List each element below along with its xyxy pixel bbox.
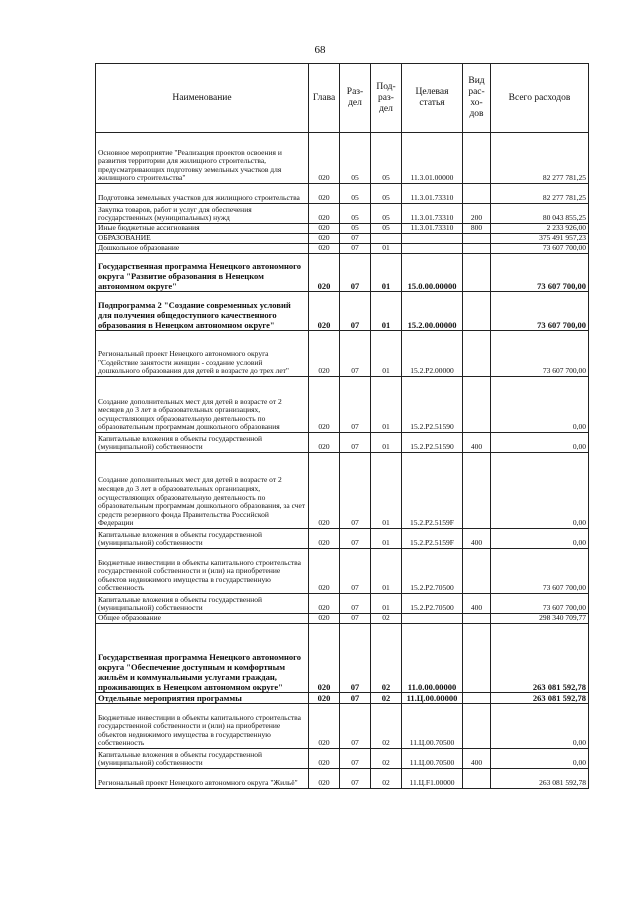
table-row <box>96 133 589 184</box>
header-vid: Вид рас-хо-дов <box>463 64 491 133</box>
cell-glava: 020 <box>309 529 340 549</box>
cell-glava: 020 <box>309 133 340 184</box>
cell-target: 15.2.P2.5159F <box>402 529 463 549</box>
cell-target: 15.2.P2.5159F <box>402 453 463 529</box>
cell-razdel: 07 <box>340 594 371 614</box>
table-row <box>96 244 589 254</box>
cell-vid <box>463 693 491 704</box>
cell-podrazdel <box>371 234 402 244</box>
cell-glava: 020 <box>309 377 340 433</box>
cell-vid: 200 <box>463 204 491 224</box>
page-number: 68 <box>314 44 326 56</box>
cell-razdel: 05 <box>340 184 371 204</box>
cell-vid <box>463 549 491 594</box>
cell-razdel: 05 <box>340 204 371 224</box>
cell-total: 73 607 700,00 <box>491 244 589 254</box>
cell-total: 298 340 709,77 <box>491 614 589 624</box>
cell-target: 15.2.00.00000 <box>402 292 463 331</box>
cell-vid <box>463 769 491 789</box>
cell-razdel: 07 <box>340 704 371 749</box>
cell-target: 11.3.01.73310 <box>402 204 463 224</box>
cell-target <box>402 614 463 624</box>
cell-name: Бюджетные инвестиции в объекты капитального строительства государственной собственности и (или) на приобретение объектов недвижимого имущества в государственную собственность <box>96 549 309 594</box>
cell-target: 15.2.P2.70500 <box>402 549 463 594</box>
cell-razdel: 07 <box>340 433 371 453</box>
cell-podrazdel: 01 <box>371 254 402 292</box>
header-glava: Глава <box>309 64 340 133</box>
cell-name: ОБРАЗОВАНИЕ <box>96 234 309 244</box>
cell-razdel: 07 <box>340 453 371 529</box>
cell-total: 0,00 <box>491 453 589 529</box>
cell-razdel: 07 <box>340 529 371 549</box>
cell-podrazdel: 01 <box>371 453 402 529</box>
cell-name: Подготовка земельных участков для жилищного строительства <box>96 184 309 204</box>
cell-vid <box>463 244 491 254</box>
cell-razdel: 05 <box>340 224 371 234</box>
header-name: Наименование <box>96 64 309 133</box>
cell-vid <box>463 292 491 331</box>
cell-target <box>402 244 463 254</box>
cell-glava: 020 <box>309 254 340 292</box>
cell-glava: 020 <box>309 624 340 693</box>
cell-name: Капитальные вложения в объекты государственной (муниципальной) собственности <box>96 594 309 614</box>
cell-vid <box>463 133 491 184</box>
cell-name: Капитальные вложения в объекты государственной (муниципальной) собственности <box>96 529 309 549</box>
cell-podrazdel: 01 <box>371 331 402 377</box>
cell-razdel: 07 <box>340 693 371 704</box>
cell-glava: 020 <box>309 204 340 224</box>
cell-razdel: 07 <box>340 377 371 433</box>
cell-name: Государственная программа Ненецкого автономного округа "Развитие образования в Ненецком автономном округе" <box>96 254 309 292</box>
cell-podrazdel: 01 <box>371 549 402 594</box>
header-target: Целевая статья <box>402 64 463 133</box>
cell-total: 73 607 700,00 <box>491 594 589 614</box>
cell-glava: 020 <box>309 769 340 789</box>
cell-vid: 400 <box>463 529 491 549</box>
cell-glava: 020 <box>309 433 340 453</box>
cell-podrazdel: 05 <box>371 133 402 184</box>
table-row <box>96 704 589 749</box>
cell-razdel: 07 <box>340 331 371 377</box>
cell-total: 263 081 592,78 <box>491 624 589 693</box>
cell-target: 11.Ц.00.70500 <box>402 749 463 769</box>
table-row <box>96 693 589 704</box>
table-row <box>96 224 589 234</box>
cell-vid <box>463 614 491 624</box>
cell-podrazdel: 01 <box>371 244 402 254</box>
cell-total: 0,00 <box>491 529 589 549</box>
cell-total: 73 607 700,00 <box>491 292 589 331</box>
cell-name: Подпрограмма 2 "Создание современных условий для получения общедоступного качественного образования в Ненецком автономном округе" <box>96 292 309 331</box>
cell-target: 15.2.P2.70500 <box>402 594 463 614</box>
cell-name: Закупка товаров, работ и услуг для обеспечения государственных (муниципальных) нужд <box>96 204 309 224</box>
table-row <box>96 749 589 769</box>
cell-glava: 020 <box>309 244 340 254</box>
table-row <box>96 433 589 453</box>
cell-name: Капитальные вложения в объекты государственной (муниципальной) собственности <box>96 433 309 453</box>
cell-vid: 400 <box>463 594 491 614</box>
table-row <box>96 624 589 693</box>
cell-target <box>402 234 463 244</box>
cell-vid <box>463 377 491 433</box>
table-row <box>96 614 589 624</box>
cell-podrazdel: 01 <box>371 529 402 549</box>
cell-podrazdel: 01 <box>371 433 402 453</box>
cell-vid <box>463 184 491 204</box>
cell-total: 375 491 957,23 <box>491 234 589 244</box>
cell-vid: 400 <box>463 433 491 453</box>
cell-glava: 020 <box>309 453 340 529</box>
cell-glava: 020 <box>309 549 340 594</box>
cell-target: 11.Ц.00.00000 <box>402 693 463 704</box>
table-row <box>96 331 589 377</box>
cell-total: 73 607 700,00 <box>491 549 589 594</box>
cell-target: 15.0.00.00000 <box>402 254 463 292</box>
table-row <box>96 184 589 204</box>
cell-total: 0,00 <box>491 704 589 749</box>
table-row <box>96 377 589 433</box>
cell-razdel: 07 <box>340 292 371 331</box>
table-row <box>96 769 589 789</box>
cell-vid <box>463 704 491 749</box>
cell-razdel: 07 <box>340 624 371 693</box>
cell-name: Создание дополнительных мест для детей в возрасте от 2 месяцев до 3 лет в образовательных организациях, осуществляющих образовательную деятельность по образовательным программам дошкольного образования <box>96 377 309 433</box>
table-row <box>96 234 589 244</box>
cell-razdel: 07 <box>340 234 371 244</box>
cell-total: 80 043 855,25 <box>491 204 589 224</box>
cell-total: 263 081 592,78 <box>491 769 589 789</box>
cell-total: 82 277 781,25 <box>491 133 589 184</box>
cell-glava: 020 <box>309 234 340 244</box>
cell-total: 0,00 <box>491 377 589 433</box>
cell-podrazdel: 02 <box>371 769 402 789</box>
cell-vid: 400 <box>463 749 491 769</box>
cell-name: Основное мероприятие "Реализация проектов освоения и развития территории для жилищного строительства, предусматривающих подготовку земельных участков для жилищного строительства" <box>96 133 309 184</box>
cell-name: Создание дополнительных мест для детей в возрасте от 2 месяцев до 3 лет в образовательных организациях, осуществляющих образовательную деятельность по образовательным программам дошкольного образования, за счет средств резервного фонда Правительства Российской Федерации <box>96 453 309 529</box>
cell-target: 15.2.P2.51590 <box>402 433 463 453</box>
budget-table <box>95 63 589 789</box>
cell-glava: 020 <box>309 594 340 614</box>
table-body <box>96 133 589 789</box>
cell-podrazdel: 05 <box>371 204 402 224</box>
cell-glava: 020 <box>309 693 340 704</box>
cell-target: 11.Ц.00.70500 <box>402 704 463 749</box>
cell-total: 0,00 <box>491 749 589 769</box>
table-row <box>96 254 589 292</box>
cell-glava: 020 <box>309 184 340 204</box>
cell-total: 82 277 781,25 <box>491 184 589 204</box>
cell-target: 11.3.01.00000 <box>402 133 463 184</box>
cell-podrazdel: 01 <box>371 292 402 331</box>
cell-target: 15.2.P2.00000 <box>402 331 463 377</box>
cell-name: Государственная программа Ненецкого автономного округа "Обеспечение доступным и комфортным жильём и коммунальными услугами граждан, проживающих в Ненецком автономном округе" <box>96 624 309 693</box>
cell-razdel: 07 <box>340 749 371 769</box>
cell-vid: 800 <box>463 224 491 234</box>
cell-name: Отдельные мероприятия программы <box>96 693 309 704</box>
cell-name: Дошкольное образование <box>96 244 309 254</box>
cell-podrazdel: 02 <box>371 749 402 769</box>
cell-total: 263 081 592,78 <box>491 693 589 704</box>
cell-razdel: 07 <box>340 769 371 789</box>
cell-razdel: 07 <box>340 244 371 254</box>
cell-name: Общее образование <box>96 614 309 624</box>
cell-vid <box>463 331 491 377</box>
cell-total: 0,00 <box>491 433 589 453</box>
cell-target: 11.0.00.00000 <box>402 624 463 693</box>
table-row <box>96 594 589 614</box>
cell-name: Региональный проект Ненецкого автономного округа "Жильё" <box>96 769 309 789</box>
cell-target: 11.3.01.73310 <box>402 184 463 204</box>
cell-podrazdel: 02 <box>371 614 402 624</box>
table-row <box>96 529 589 549</box>
header-razdel: Раз-дел <box>340 64 371 133</box>
cell-razdel: 07 <box>340 614 371 624</box>
table-row <box>96 453 589 529</box>
cell-vid <box>463 254 491 292</box>
cell-glava: 020 <box>309 704 340 749</box>
cell-razdel: 07 <box>340 549 371 594</box>
cell-glava: 020 <box>309 331 340 377</box>
cell-glava: 020 <box>309 292 340 331</box>
table-row <box>96 204 589 224</box>
cell-podrazdel: 02 <box>371 624 402 693</box>
cell-target: 11.3.01.73310 <box>402 224 463 234</box>
cell-name: Бюджетные инвестиции в объекты капитального строительства государственной собственности и (или) на приобретение объектов недвижимого имущества в государственную собственность <box>96 704 309 749</box>
cell-podrazdel: 01 <box>371 377 402 433</box>
cell-glava: 020 <box>309 749 340 769</box>
cell-glava: 020 <box>309 614 340 624</box>
cell-vid <box>463 624 491 693</box>
cell-podrazdel: 02 <box>371 693 402 704</box>
cell-podrazdel: 01 <box>371 594 402 614</box>
cell-razdel: 07 <box>340 254 371 292</box>
cell-target: 11.Ц.F1.00000 <box>402 769 463 789</box>
cell-podrazdel: 02 <box>371 704 402 749</box>
header-total: Всего расходов <box>491 64 589 133</box>
cell-podrazdel: 05 <box>371 184 402 204</box>
cell-total: 73 607 700,00 <box>491 254 589 292</box>
cell-name: Иные бюджетные ассигнования <box>96 224 309 234</box>
cell-target: 15.2.P2.51590 <box>402 377 463 433</box>
table-row <box>96 292 589 331</box>
table-row <box>96 549 589 594</box>
cell-name: Региональный проект Ненецкого автономного округа "Содействие занятости женщин - создание условий дошкольного образования для детей в возрасте до трех лет" <box>96 331 309 377</box>
cell-total: 2 233 926,00 <box>491 224 589 234</box>
cell-vid <box>463 234 491 244</box>
cell-glava: 020 <box>309 224 340 234</box>
cell-total: 73 607 700,00 <box>491 331 589 377</box>
cell-razdel: 05 <box>340 133 371 184</box>
cell-name: Капитальные вложения в объекты государственной (муниципальной) собственности <box>96 749 309 769</box>
cell-vid <box>463 453 491 529</box>
cell-podrazdel: 05 <box>371 224 402 234</box>
table-header-row <box>96 64 589 133</box>
header-podrazdel: Под-раз-дел <box>371 64 402 133</box>
